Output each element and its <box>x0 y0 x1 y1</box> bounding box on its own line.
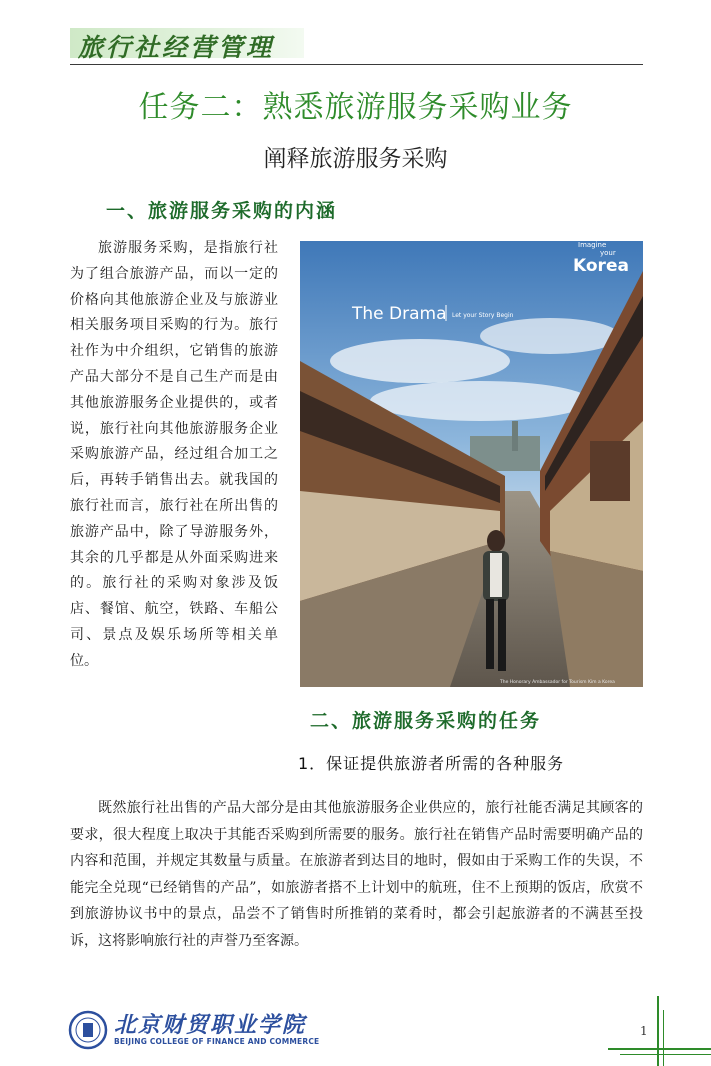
banner-title: The Drama <box>352 304 447 324</box>
section1-heading: 一、旅游服务采购的内涵 <box>106 200 338 222</box>
brand-line1: Imagine <box>578 241 607 249</box>
brand-name: Korea <box>573 256 629 276</box>
subtitle: 阐释旅游服务采购 <box>263 146 448 172</box>
corner-mark <box>608 1048 711 1050</box>
header-title: 旅行社经营管理 <box>78 35 275 62</box>
brand-line2: your <box>600 249 616 257</box>
korea-travel-photo <box>300 241 643 687</box>
school-name-cn: 北京财贸职业学院 <box>114 1012 307 1038</box>
section2-heading: 二、旅游服务采购的任务 <box>310 710 542 732</box>
corner-mark <box>657 996 659 1066</box>
section2-paragraph: 既然旅行社出售的产品大部分是由其他旅游服务企业供应的，旅行社能否满足其顾客的要求，很大程度上取决于其能否采购到所需要的服务。旅行社在销售产品时需要明确产品的内容和范围，并规定其数量与质量。在旅游者到达目的地时，假如由于采购工作的失误，不能完全兑现“已经销售的产品”，如旅游者搭不上计划中的航班，住不上预期的饭店，欣赏不到旅游协议书中的景点，品尝不了销售时所推销的菜肴时，都会引起旅游者的不满甚至投诉，这将影响旅行社的声誉乃至客源。 <box>70 800 643 949</box>
header-rule <box>70 64 643 65</box>
banner-tag: Let your Story Begin <box>452 312 514 319</box>
section1-paragraph: 旅游服务采购，是指旅行社为了组合旅游产品，而以一定的价格向其他旅游企业及与旅游业相关服务项目采购的行为。旅行社作为中介组织，它销售的旅游产品大部分不是自己生产而是由其他旅游服务企业提供的，或者说，旅行社向其他旅游服务企业采购旅游产品，经过组合加工之后，再转手销售出去。就我国的旅行社而言，旅行社在所出售的旅游产品中，除了导游服务外，其余的几乎都是从外面采购进来的。旅行社的采购对象涉及饭店、餐馆、航空，铁路、车船公司、景点及娱乐场所等相关单位。 <box>70 240 278 669</box>
section2-subheading: 1．保证提供旅游者所需的各种服务 <box>298 754 565 773</box>
corner-mark <box>620 1054 711 1055</box>
task-title: 任务二：熟悉旅游服务采购业务 <box>138 90 573 125</box>
school-name-en: BEIJING COLLEGE OF FINANCE AND COMMERCE <box>114 1037 320 1046</box>
page-number: 1 <box>640 1024 648 1038</box>
photo-caption: The Honorary Ambassador for Tourism Kim a Korea <box>500 680 615 685</box>
corner-mark <box>663 1010 664 1066</box>
school-logo-icon <box>68 1010 108 1050</box>
